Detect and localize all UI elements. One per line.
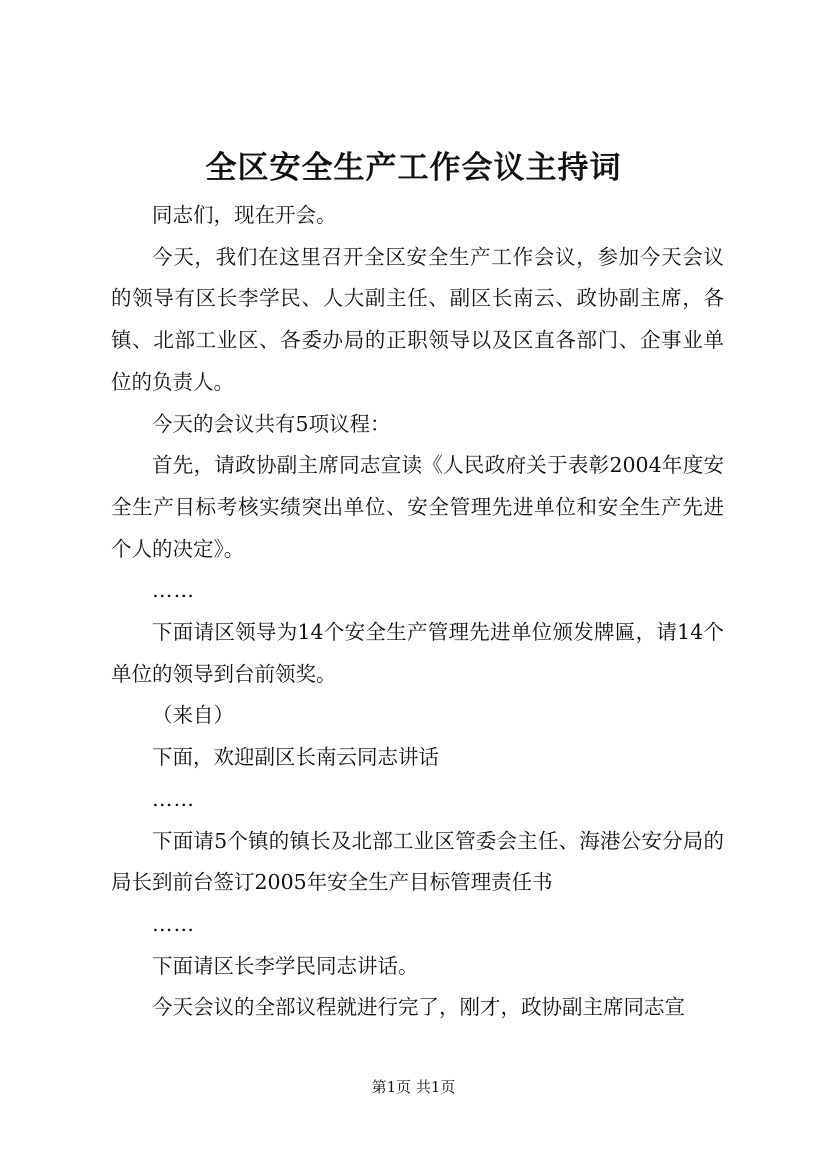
paragraph: 下面请区领导为14个安全生产管理先进单位颁发牌匾，请14个单位的领导到台前领奖。	[111, 620, 724, 686]
paragraph: 下面请5个镇的镇长及北部工业区管委会主任、海港公安分局的局长到前台签订2005年安全生产目标管理责任书	[111, 828, 724, 895]
paragraph: 今天会议的全部议程就进行完了，刚才，政协副主席同志宣	[152, 995, 685, 1020]
paragraph: 下面，欢迎副区长南云同志讲话	[152, 745, 439, 770]
paragraph: 首先，请政协副主席同志宣读《人民政府关于表彰2004年度安全生产目标考核实绩突出单位、安全管理先进单位和安全生产先进个人的决定》。	[111, 453, 724, 561]
paragraph: 同志们，现在开会。	[152, 203, 337, 227]
paragraph: 今天的会议共有5项议程：	[152, 411, 391, 436]
document-body	[111, 195, 724, 1029]
document-title: 全区安全生产工作会议主持词	[205, 150, 622, 186]
ellipsis-line: ……	[152, 911, 195, 936]
paragraph: 今天，我们在这里召开全区安全生产工作会议，参加今天会议的领导有区长李学民、人大副主任、副区长南云、政协副主席，各镇、北部工业区、各委办局的正职领导以及区直各部门、企事业单位的负责人。	[111, 244, 724, 394]
ellipsis-line: ……	[152, 786, 195, 811]
paragraph: （来自）	[152, 703, 234, 728]
paragraph: 下面请区长李学民同志讲话。	[152, 953, 419, 978]
ellipsis-line: ……	[152, 578, 195, 603]
page-footer: 第1页 共1页	[371, 1078, 456, 1096]
